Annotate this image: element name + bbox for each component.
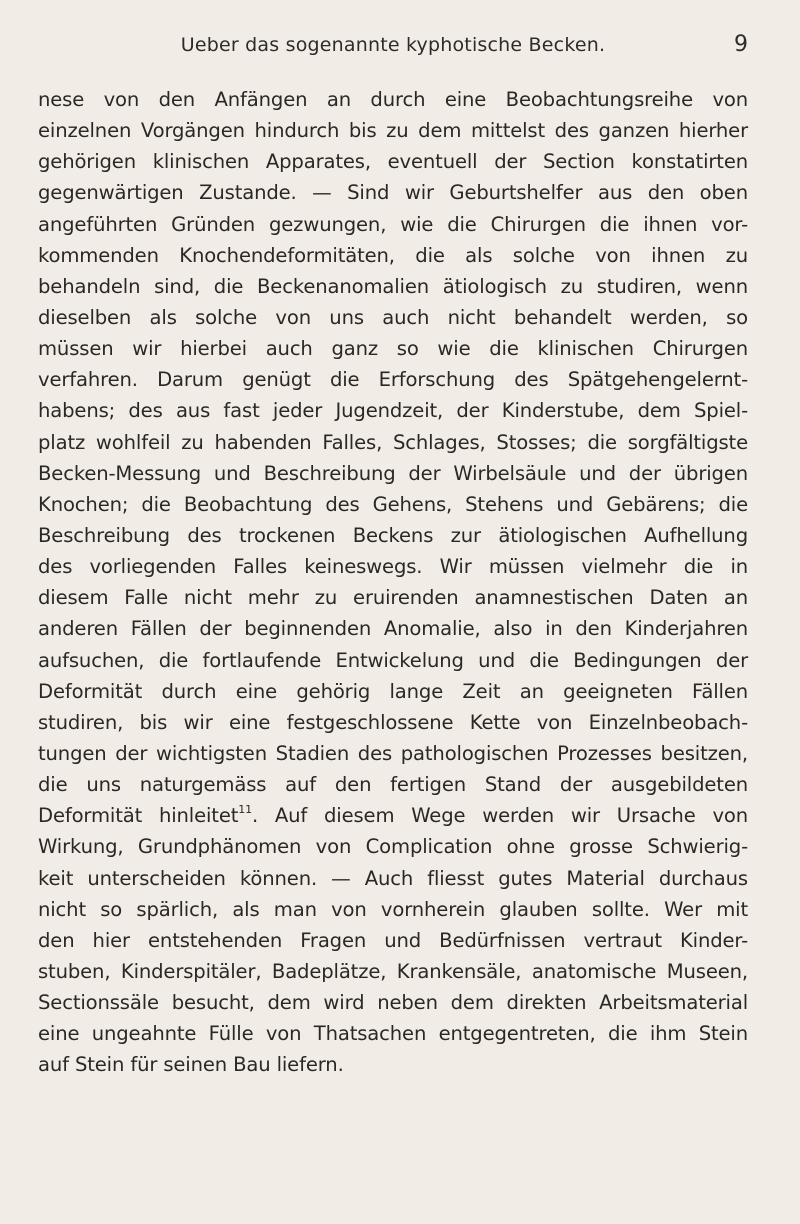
text-line: Sectionssäle besucht, dem wird neben dem direkten Arbeitsmaterial	[38, 991, 748, 1015]
text-line: verfahren. Darum genügt die Erforschung des Spätgehengelernt-	[38, 368, 748, 392]
text-line: studiren, bis wir eine festgeschlossene Kette von Einzelnbeobach-	[38, 710, 748, 734]
text-line: müssen wir hierbei auch ganz so wie die klinischen Chirurgen	[38, 337, 748, 361]
text-line: aufsuchen, die fortlaufende Entwickelung und die Bedingungen der	[38, 648, 748, 672]
text-segment: . Auf diesem Wege werden wir Ursache von	[251, 804, 748, 828]
text-line: nicht so spärlich, als man von vornherein glauben sollte. Wer mit	[38, 897, 748, 921]
text-line: Beschreibung des trockenen Beckens zur ätiologischen Aufhellung	[38, 523, 748, 547]
text-line: gehörigen klinischen Apparates, eventuell der Section konstatirten	[38, 150, 748, 174]
text-line: die uns naturgemäss auf den fertigen Stand der ausgebildeten	[38, 773, 748, 797]
body-text	[38, 84, 748, 1081]
text-segment: Deformität hinleitet	[38, 804, 239, 828]
text-line: nese von den Anfängen an durch eine Beobachtungsreihe von	[38, 88, 748, 111]
text-line: anderen Fällen der beginnenden Anomalie, also in den Kinderjahren	[38, 617, 748, 641]
text-line: platz wohlfeil zu habenden Falles, Schlages, Stosses; die sorgfältigste	[38, 430, 748, 454]
text-line: angeführten Gründen gezwungen, wie die Chirurgen die ihnen vor-	[38, 212, 748, 236]
text-line: des vorliegenden Falles keineswegs. Wir müssen vielmehr die in	[38, 555, 748, 579]
text-line: tungen der wichtigsten Stadien des pathologischen Prozesses besitzen,	[38, 741, 748, 765]
text-line: eine ungeahnte Fülle von Thatsachen entgegentreten, die ihm Stein	[38, 1022, 748, 1046]
text-line: Becken-Messung und Beschreibung der Wirbelsäule und der übrigen	[38, 461, 748, 485]
text-line: dieselben als solche von uns auch nicht behandelt werden, so	[38, 305, 748, 329]
running-head	[38, 34, 748, 64]
text-line: den hier entstehenden Fragen und Bedürfnissen vertraut Kinder-	[38, 928, 748, 952]
text-line: einzelnen Vorgängen hindurch bis zu dem mittelst des ganzen hierher	[38, 119, 748, 143]
text-line: diesem Falle nicht mehr zu eruirenden anamnestischen Daten an	[38, 586, 748, 610]
text-line: Deformität durch eine gehörig lange Zeit an geeigneten Fällen	[38, 679, 748, 703]
text-line: Knochen; die Beobachtung des Gehens, Stehens und Gebärens; die	[38, 492, 748, 516]
text-line-last: auf Stein für seinen Bau liefern.	[38, 1053, 344, 1077]
text-line: behandeln sind, die Beckenanomalien ätiologisch zu studiren, wenn	[38, 274, 748, 298]
text-line: kommenden Knochendeformitäten, die als solche von ihnen zu	[38, 243, 748, 267]
text-line: Wirkung, Grundphänomen von Complication ohne grosse Schwierig-	[38, 835, 748, 859]
page-number: 9	[734, 32, 748, 57]
text-line: habens; des aus fast jeder Jugendzeit, der Kinderstube, dem Spiel-	[38, 399, 748, 423]
text-line: keit unterscheiden können. — Auch fliesst gutes Material durchaus	[38, 866, 748, 890]
text-line-with-footnote	[38, 800, 748, 831]
running-title: Ueber das sogenannte kyphotische Becken.	[180, 34, 606, 56]
text-line: gegenwärtigen Zustande. — Sind wir Geburtshelfer aus den oben	[38, 181, 748, 205]
footnote-marker: 11	[238, 803, 252, 817]
text-line: stuben, Kinderspitäler, Badeplätze, Krankensäle, anatomische Museen,	[38, 959, 748, 983]
